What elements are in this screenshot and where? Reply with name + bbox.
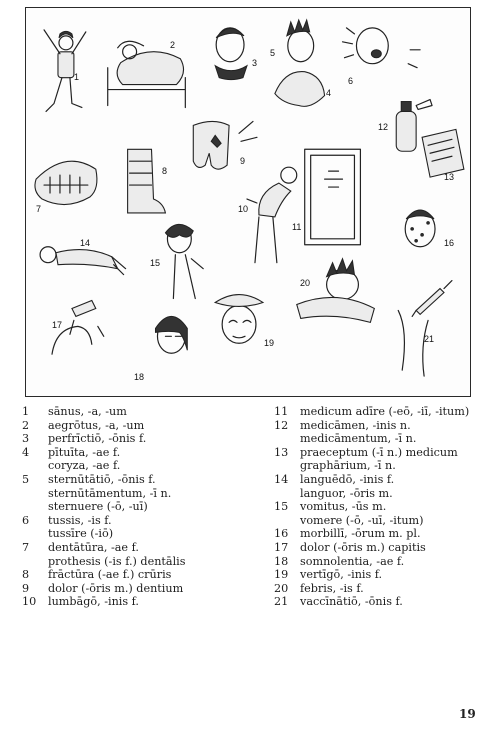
entry-line — [22, 473, 237, 487]
figure-label-19: 19 — [264, 338, 275, 348]
entry-term: dolor (-ōris m.) capitis — [300, 540, 426, 554]
figure-label-9: 9 — [240, 156, 246, 166]
entry-number: 9 — [22, 581, 30, 595]
sick-in-bed-drawing — [108, 41, 186, 107]
entry-number: 2 — [22, 418, 30, 432]
entry-line — [274, 541, 480, 555]
fever-person-drawing — [297, 259, 375, 323]
entry-term: morbillī, -ōrum m. pl. — [300, 527, 421, 541]
figure-label-16: 16 — [444, 238, 455, 248]
toothache-drawing — [193, 121, 257, 169]
entry-number: 15 — [274, 500, 289, 514]
vocabulary-entry — [22, 568, 237, 582]
entry-number: 4 — [22, 445, 30, 459]
entry-term-variant: graphārium, -ī n. — [300, 459, 396, 473]
entry-term-variant: medicāmentum, -ī n. — [300, 432, 417, 446]
entry-term: febris, -is f. — [300, 581, 364, 595]
figure-label-11: 11 — [292, 222, 302, 232]
figure-label-17: 17 — [52, 320, 63, 330]
entry-term-variant: coryza, -ae f. — [48, 459, 121, 473]
figure-label-1: 1 — [74, 72, 80, 82]
entry-line — [22, 582, 237, 596]
leg-cast-drawing — [128, 149, 166, 213]
figure-label-13: 13 — [444, 172, 455, 182]
vocabulary-column-right — [274, 405, 480, 609]
vomiting-person-drawing — [165, 224, 203, 298]
entry-line — [274, 595, 480, 609]
entry-line — [274, 473, 480, 487]
vocabulary-entry — [274, 405, 480, 419]
entry-term: somnolentia, -ae f. — [300, 554, 405, 568]
entry-line — [22, 568, 237, 582]
vocabulary-entry — [274, 541, 480, 555]
illustration-panel — [25, 7, 471, 397]
entry-number: 6 — [22, 513, 30, 527]
vocabulary-entry — [22, 405, 237, 419]
entry-line — [274, 555, 480, 569]
tired-person-drawing — [40, 247, 126, 275]
measles-face-drawing — [405, 210, 435, 247]
doctor-door-drawing — [305, 149, 361, 245]
entry-term: pītuīta, -ae f. — [48, 445, 121, 459]
entry-term-variant: tussīre (-iō) — [48, 527, 114, 541]
vocabulary-entry — [274, 582, 480, 596]
vocabulary-column-left — [22, 405, 237, 609]
entry-term: perfrīctiō, -ōnis f. — [48, 432, 147, 446]
vocabulary-list — [22, 405, 478, 697]
entry-line — [22, 595, 237, 609]
entry-number: 18 — [274, 554, 289, 568]
entry-term: vertīgō, -inis f. — [300, 568, 383, 582]
prescription-drawing — [422, 129, 464, 177]
entry-term: medicum adīre (-eō, -iī, -itum) — [300, 405, 470, 418]
vocabulary-entry — [22, 541, 237, 568]
vocabulary-entry — [274, 500, 480, 527]
entry-number: 11 — [274, 405, 289, 418]
figure-label-10: 10 — [238, 204, 249, 214]
vocabulary-entry — [274, 473, 480, 500]
dizzy-face-drawing — [215, 295, 263, 344]
entry-term-variant: sternūtāmentum, -ī n. — [48, 486, 172, 500]
entry-number: 8 — [22, 568, 30, 582]
entry-number: 3 — [22, 432, 30, 446]
entry-number: 14 — [274, 472, 289, 486]
vocabulary-entry — [22, 432, 237, 446]
vocabulary-entry — [22, 582, 237, 596]
entry-term-variant: prothesis (-is f.) dentālis — [48, 554, 186, 568]
illustrations — [26, 8, 470, 396]
entry-term: dentātūra, -ae f. — [48, 540, 139, 554]
entry-line — [274, 419, 480, 433]
vocabulary-entry — [22, 514, 237, 541]
figure-label-14: 14 — [80, 238, 91, 248]
vocabulary-entry — [274, 595, 480, 609]
entry-term-variant: sternuere (-ō, -uī) — [48, 500, 148, 514]
vocabulary-entry — [22, 419, 237, 433]
entry-number: 5 — [22, 472, 30, 486]
entry-term: sānus, -a, -um — [48, 405, 127, 418]
entry-term: languēdō, -inis f. — [300, 472, 395, 486]
entry-number: 16 — [274, 527, 289, 541]
vocabulary-entry — [22, 473, 237, 514]
vocabulary-entry — [274, 527, 480, 541]
entry-term: frāctūra (-ae f.) crūris — [48, 568, 172, 582]
figure-label-5: 5 — [270, 48, 276, 58]
entry-term: medicāmen, -inis n. — [300, 418, 411, 432]
entry-term-variant: languor, -ōris m. — [300, 486, 393, 500]
entry-line — [274, 582, 480, 596]
entry-number: 13 — [274, 445, 289, 459]
entry-number: 17 — [274, 540, 289, 554]
healthy-man-drawing — [44, 30, 86, 112]
figure-label-12: 12 — [378, 122, 389, 132]
entry-number: 19 — [274, 568, 289, 582]
figure-label-3: 3 — [252, 58, 258, 68]
entry-line — [22, 405, 237, 419]
entry-line — [274, 405, 480, 419]
figure-label-7: 7 — [36, 204, 42, 214]
entry-term: sternūtātiō, -ōnis f. — [48, 472, 156, 486]
entry-line — [274, 568, 480, 582]
entry-term-variant: vomere (-ō, -uī, -itum) — [300, 513, 424, 527]
entry-line — [22, 541, 237, 555]
figure-label-20: 20 — [300, 278, 311, 288]
entry-line — [22, 419, 237, 433]
entry-number: 20 — [274, 581, 289, 595]
entry-line — [274, 446, 480, 460]
entry-line — [274, 527, 480, 541]
entry-term: tussis, -is f. — [48, 513, 112, 527]
figure-label-15: 15 — [150, 258, 161, 268]
page-number: 19 — [459, 707, 476, 721]
entry-term: aegrōtus, -a, -um — [48, 418, 145, 432]
entry-number: 7 — [22, 540, 30, 554]
figure-label-8: 8 — [162, 166, 168, 176]
figure-label-6: 6 — [348, 76, 354, 86]
vocabulary-entry — [22, 595, 237, 609]
entry-term: vaccīnātiō, -ōnis f. — [300, 595, 403, 609]
entry-line — [22, 432, 237, 446]
entry-number: 10 — [22, 595, 37, 609]
entry-number: 12 — [274, 418, 289, 432]
vocabulary-entry — [274, 555, 480, 569]
entry-line — [274, 500, 480, 514]
entry-term: vomitus, -ūs m. — [300, 500, 387, 514]
back-pain-drawing — [247, 167, 297, 263]
vocabulary-entry — [274, 568, 480, 582]
vocabulary-entry — [274, 419, 480, 446]
entry-number: 21 — [274, 595, 289, 609]
figure-label-4: 4 — [326, 88, 332, 98]
entry-term: lumbāgō, -inis f. — [48, 595, 139, 609]
vocabulary-entry — [22, 446, 237, 473]
sleepy-girl-drawing — [155, 316, 187, 353]
entry-line — [22, 514, 237, 528]
runny-nose-drawing — [275, 20, 325, 106]
coughing-face-drawing — [343, 28, 421, 68]
figure-label-21: 21 — [424, 334, 435, 344]
figure-label-18: 18 — [134, 372, 145, 382]
entry-number: 1 — [22, 405, 30, 418]
dentures-drawing — [35, 161, 97, 204]
cold-person-drawing — [215, 28, 247, 80]
figure-label-2: 2 — [170, 40, 176, 50]
entry-line — [22, 446, 237, 460]
entry-term: dolor (-ōris m.) dentium — [48, 581, 184, 595]
vocabulary-entry — [274, 446, 480, 473]
vaccination-drawing — [398, 281, 452, 377]
entry-term: praeceptum (-ī n.) medicum — [300, 445, 458, 459]
